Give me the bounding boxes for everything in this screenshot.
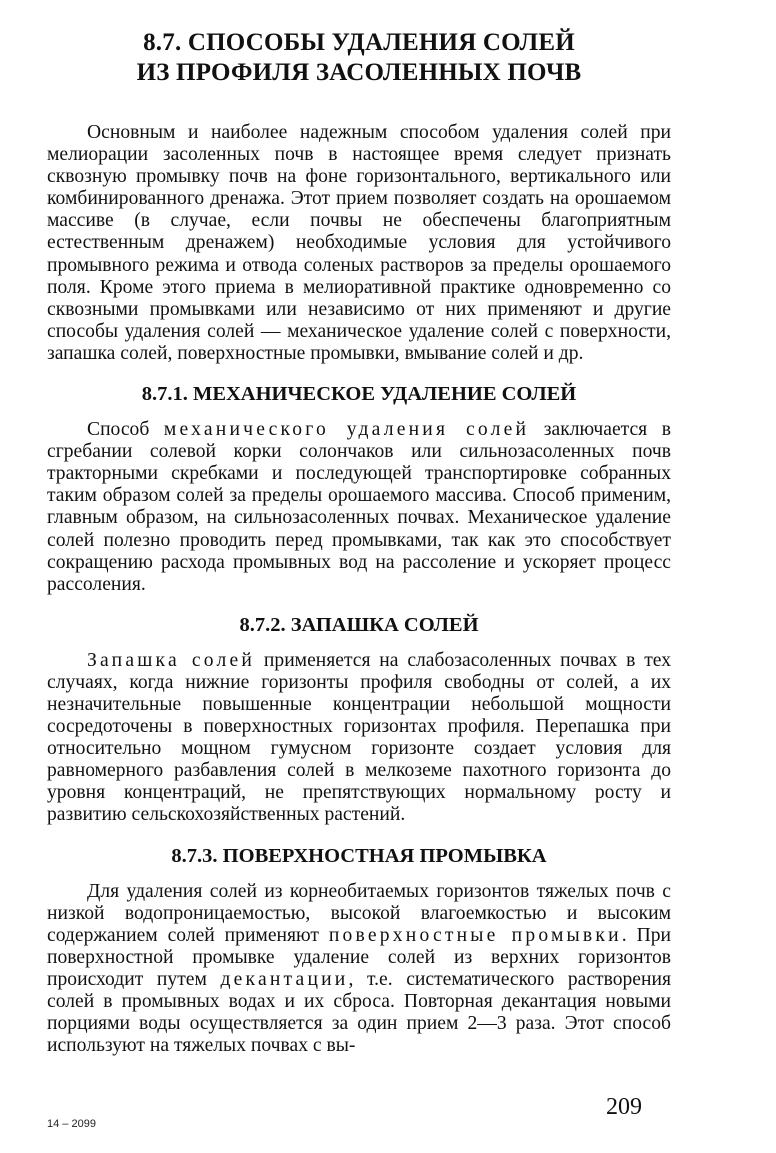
page-title-line-2: ИЗ ПРОФИЛЯ ЗАСОЛЕННЫХ ПОЧВ <box>136 59 582 86</box>
page-title-line-1: 8.7. СПОСОБЫ УДАЛЕНИЯ СОЛЕЙ <box>143 29 575 56</box>
document-page <box>47 28 671 1057</box>
plowing-emphasis: Запашка солей <box>87 649 256 671</box>
surface-emphasis-2: декантации <box>220 968 349 990</box>
page-title <box>47 28 671 88</box>
surface-paragraph <box>47 881 671 1058</box>
section-heading-mechanical: 8.7.1. МЕХАНИЧЕСКОЕ УДАЛЕНИЕ СОЛЕЙ <box>141 383 577 406</box>
surface-emphasis-1: поверхностные промывки <box>328 924 622 946</box>
section-heading-plowing: 8.7.2. ЗАПАШКА СОЛЕЙ <box>239 613 479 636</box>
page-number: 209 <box>606 1094 642 1120</box>
mechanical-paragraph <box>47 419 671 596</box>
mechanical-rest-text: заключается в сгребании солевой корки солончаков или сильнозасоленных почв тракторными скребками и последующей транспортировке собранных таким образом солей за пределы орошаемого массива. Способ применим, главным образом, на сильнозасоленных почвах. Механическое удаление солей полезно проводить перед промывками, так как это способствует сокращению расхода промывных вод на рассоление и ускоряет процесс рассоления. <box>47 419 672 595</box>
surface-rest-text: , т.е. систематического растворения солей в промывных водах и их сброса. Повторная декантация новыми порциями воды осуществляется за один прием 2—3 раза. Этот способ используют на тяжелых почвах с вы- <box>47 968 671 1057</box>
surface-lead-text: Для удаления солей из корнеобитаемых горизонтов тяжелых почв с низкой водопроницаемостью, высокой влагоемкостью и высоким содержанием солей применяют <box>47 880 671 946</box>
intro-paragraph: Основным и наиболее надежным способом удаления солей при мелиорации засоленных почв в настоящее время следует признать сквозную промывку почв на фоне горизонтального, вертикального или комбинированного дренажа. Этот прием позволяет создать на орошаемом массиве (в случае, если почвы не обеспечены благоприятным естественным дренажем) необходимые условия для устойчивого промывного режима и отвода соленых растворов за пределы орошаемого поля. Кроме этого приема в мелиоративной практике одновременно со сквозными промывками или независимо от них применяют и другие способы удаления солей — механическое удаление солей с поверхности, запашка солей, поверхностные промывки, вмывание солей и др. <box>47 122 671 364</box>
printer-signature: 14 – 2099 <box>47 1118 96 1130</box>
mechanical-emphasis: механического удаления солей <box>163 419 530 441</box>
plowing-paragraph <box>47 650 671 827</box>
plowing-rest-text: применяется на слабозасоленных почвах в тех случаях, когда нижние горизонты профиля свободны от солей, а их незначительные повышенные концентрации небольшой мощности сосредоточены в поверхностных горизонтах профиля. Перепашка при относительно мощном гумусном горизонте создает условия для равномерного разбавления солей в мелкоземе пахотного горизонта до уровня концентраций, не препятствующих нормальному росту и развитию сельскохозяйственных растений. <box>47 649 672 826</box>
surface-mid-text: . При поверхностной промывке удаление солей из верхних горизонтов происходит путем <box>47 924 672 990</box>
mechanical-lead-text: Способ <box>87 419 164 441</box>
section-heading-surface: 8.7.3. ПОВЕРХНОСТНАЯ ПРОМЫВКА <box>171 844 547 867</box>
